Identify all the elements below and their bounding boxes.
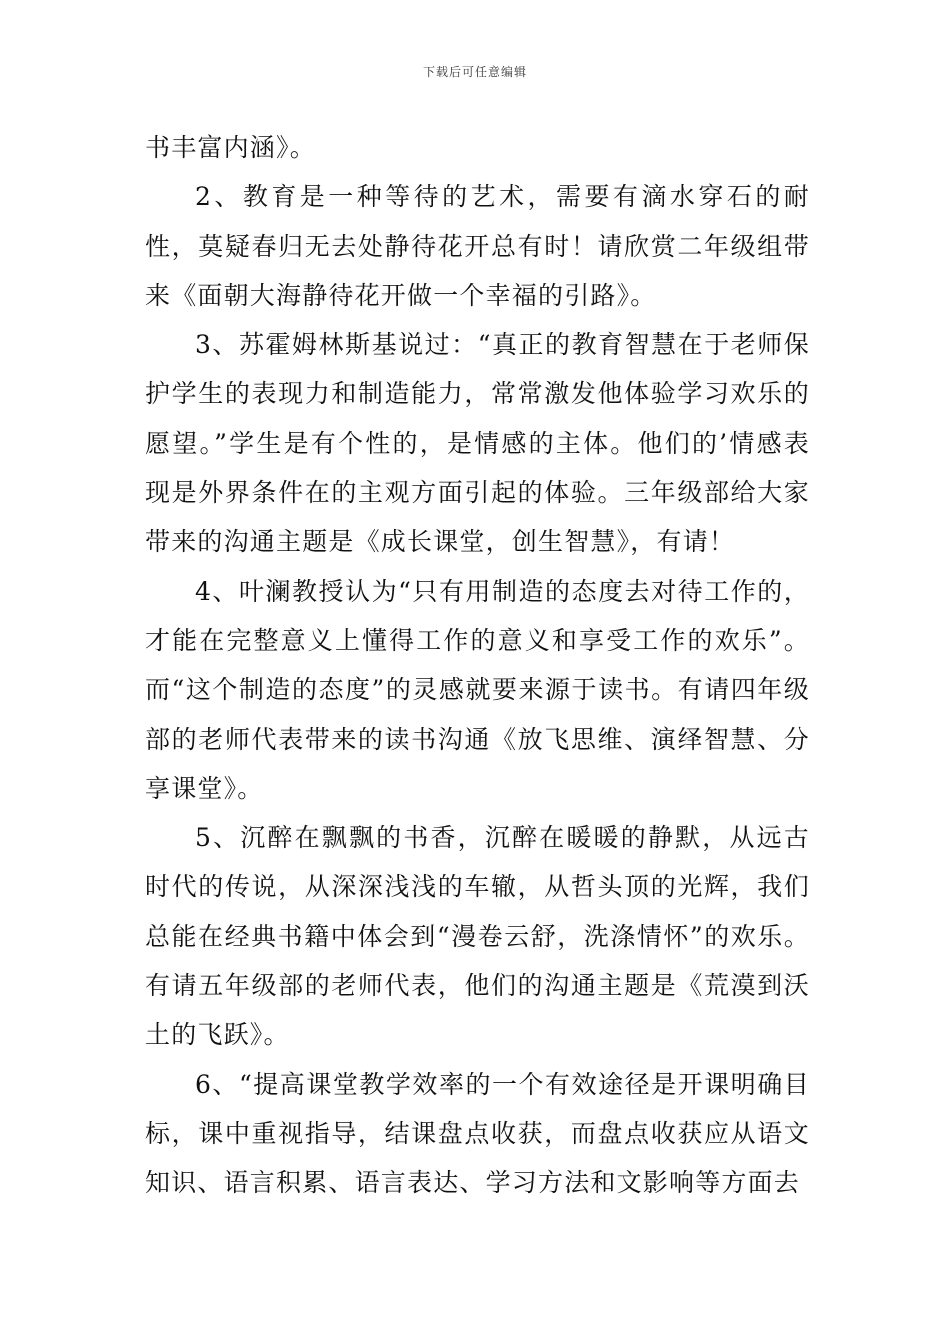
paragraph-item-4: 4、叶澜教授认为“只有用制造的态度去对待工作的，才能在完整意义上懂得工作的意义和享受工作的欢乐”。而“这个制造的态度”的灵感就要来源于读书。有请四年级部的老师代表带来的读书沟通《放飞思维、演绎智慧、分享课堂》。 (145, 576, 810, 803)
paragraph-item-5: 5、沉醉在飘飘的书香，沉醉在暖暖的静默，从远古时代的传说，从深深浅浅的车辙，从哲头顶的光辉，我们总能在经典书籍中体会到“漫卷云舒，洗涤情怀”的欢乐。有请五年级部的老师代表，他们的沟通主题是《荒漠到沃土的飞跃》。 (145, 823, 810, 1050)
page-header: 下载后可任意编辑 (422, 65, 527, 79)
document-body (145, 123, 810, 1208)
paragraph-item-2: 2、教育是一种等待的艺术，需要有滴水穿石的耐性，莫疑春归无去处静待花开总有时！请欣赏二年级组带来《面朝大海静待花开做一个幸福的引路》。 (145, 182, 810, 310)
paragraph-continuation: 书丰富内涵》。 (145, 133, 316, 162)
paragraph-item-3: 3、苏霍姆林斯基说过：“真正的教育智慧在于老师保护学生的表现力和制造能力，常常激发他体验学习欢乐的愿望。”学生是有个性的，是情感的主体。他们的’情感表现是外界条件在的主观方面引起的体验。三年级部给大家带来的沟通主题是《成长课堂，创生智慧》，有请！ (145, 330, 810, 557)
paragraph-item-6: 6、“提高课堂教学效率的一个有效途径是开课明确目标，课中重视指导，结课盘点收获，而盘点收获应从语文知识、语言积累、语言表达、学习方法和文影响等方面去 (145, 1069, 810, 1198)
